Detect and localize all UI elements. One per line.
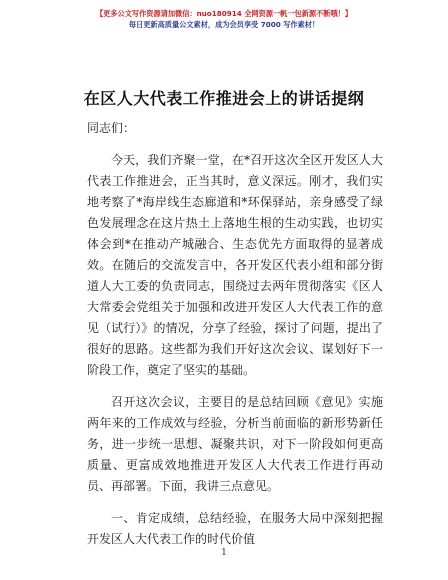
paragraph-purpose: 召开这次会议，主要目的是总结回顾《意见》实施两年来的工作成效与经验，分析当前面临的新形势新任务，进一步统一思想、凝聚共识，对下一阶段如何更高质量、更富成效地推进开发区人大代表工作进行再动员、再部署。下面，我讲三点意见。 (87, 395, 383, 493)
paragraph-opening: 今天，我们齐聚一堂，在*召开这次全区开发区人大代表工作推进会，正当其时，意义深远。刚才，我们实地考察了*海岸线生态廊道和*环保驿站，亲身感受了绿色发展理念在这片热土上落地生根的生动实践，也切实体会到*在推动产城融合、生态优先方面取得的显著成效。在随后的交流发言中，各开发区代表小组和部分街道人大工委的负责同志，围绕过去两年贯彻落实《区人大常委会党组关于加强和改进开发区人大代表工作的意见（试行）》的情况，分享了经验，探讨了问题，提出了很好的思路。这些都为我们开好这次会议、谋划好下一阶段工作，奠定了坚实的基础。 (87, 153, 383, 377)
promo-banner-line2: 每日更新高质量公文素材，成为会员享受 7000 写作素材！ (128, 20, 320, 29)
section-heading-one: 一、肯定成绩，总结经验，在服务大局中深刻把握开发区人大代表工作的时代价值 (87, 511, 383, 546)
document-body (87, 118, 383, 561)
greeting: 同志们： (87, 121, 136, 135)
promo-banner (0, 8, 448, 30)
page-number: 1 (221, 548, 227, 558)
document-title: 在区人大代表工作推进会上的讲话提纲 (83, 89, 365, 108)
promo-banner-line1: 【更多公文写作资源请加微信：nuo180914 全网资源一帆一包新源不断哦！】 (95, 9, 353, 18)
